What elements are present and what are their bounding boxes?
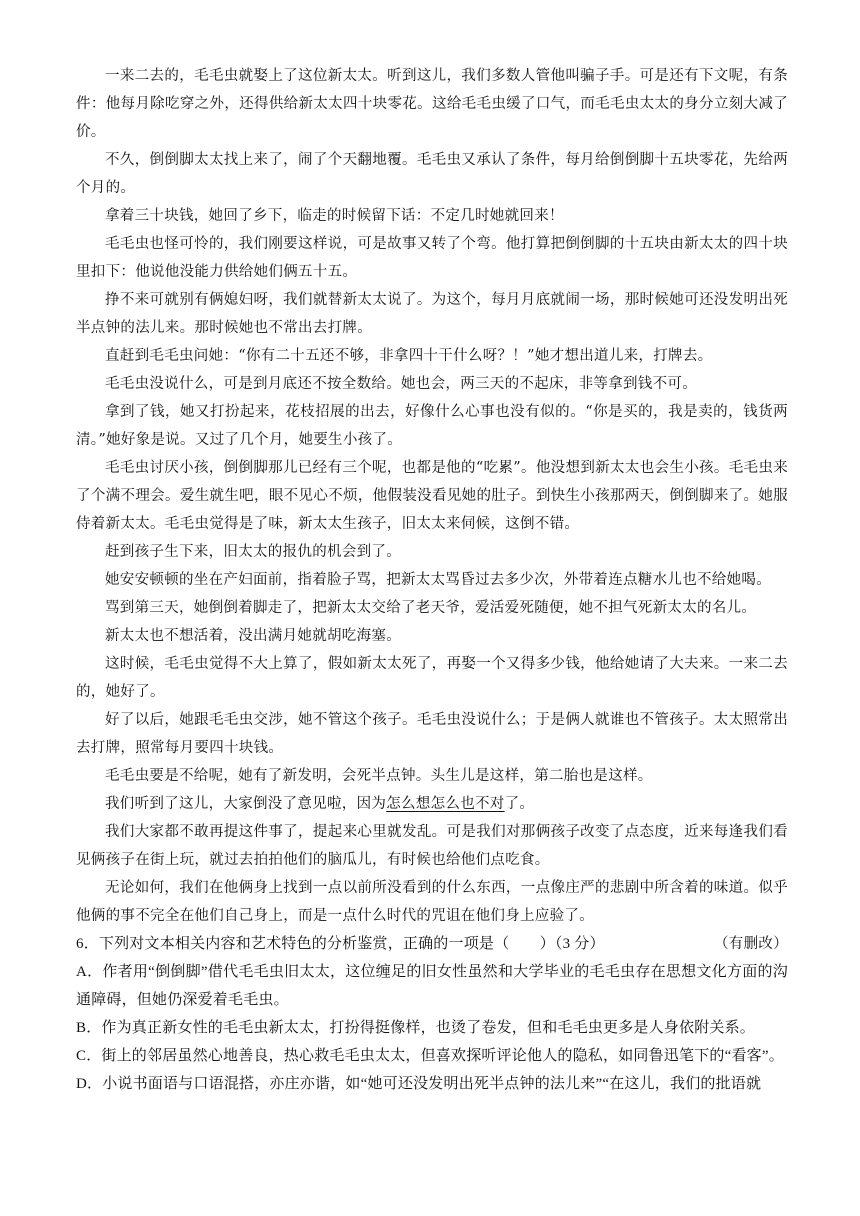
story-paragraph-16: 毛毛虫要是不给呢，她有了新发明，会死半点钟。头生儿是这样，第二胎也是这样。 (105, 768, 653, 784)
story-paragraph-7: 毛毛虫没说什么，可是到月底还不按全数给。她也会，两三天的不起床，非等拿到钱不可。 (105, 376, 697, 392)
story-paragraph-11: 她安安顿顿的坐在产妇面前，指着脸子骂，把新太太骂昏过去多少次，外带着连点糖水儿也不给她喝。 (105, 572, 771, 588)
story-paragraph-14: 这时候，毛毛虫觉得不大上算了，假如新太太死了，再娶一个又得多少钱，他给她请了大夫来。一来二去的，她好了。 (76, 656, 788, 700)
story-paragraph-6: 直赶到毛毛虫问她：“你有二十五还不够，非拿四十干什么呀？！”她才想出道儿来，打牌去。 (105, 348, 713, 364)
story-paragraph-18: 我们大家都不敢再提这件事了，提起来心里就发乱。可是我们对那俩孩子改变了点态度，近来每逢我们看见俩孩子在街上玩，就过去拍拍他们的脑瓜儿，有时候也给他们点吃食。 (76, 824, 788, 868)
story-paragraph-15: 好了以后，她跟毛毛虫交涉，她不管这个孩子。毛毛虫没说什么；于是俩人就谁也不管孩子。太太照常出去打牌，照常每月要四十块钱。 (76, 712, 788, 756)
story-paragraph-5: 挣不来可就别有俩媳妇呀，我们就替新太太说了。为这个，每月月底就闹一场，那时候她可还没发明出死半点钟的法儿来。那时候她也不常出去打牌。 (76, 292, 788, 336)
option-a: A．作者用“倒倒脚”借代毛毛虫旧太太，这位缠足的旧女性虽然和大学毕业的毛毛虫存在思想文化方面的沟通障碍，但她仍深爱着毛毛虫。 (76, 964, 788, 1008)
story-paragraph-10: 赶到孩子生下来，旧太太的报仇的机会到了。 (105, 544, 401, 560)
story-paragraph-4: 毛毛虫也怪可怜的，我们刚要这样说，可是故事又转了个弯。他打算把倒倒脚的十五块由新太太的四十块里扣下：他说他没能力供给她们俩五十五。 (76, 236, 788, 280)
option-c: C．街上的邻居虽然心地善良，热心救毛毛虫太太，但喜欢探听评论他人的隐私，如同鲁迅笔下的“看客”。 (76, 1048, 784, 1064)
story-paragraph-2: 不久，倒倒脚太太找上来了，闹了个天翻地覆。毛毛虫又承认了条件，每月给倒倒脚十五块零花，先给两个月的。 (76, 152, 788, 196)
story-paragraph-9: 毛毛虫讨厌小孩，倒倒脚那儿已经有三个呢，也都是他的“吃累”。他没想到新太太也会生小孩。毛毛虫来了个满不理会。爱生就生吧，眼不见心不烦，他假装没看见她的肚子。到快生小孩那两天，倒倒脚来了。她服侍着新太太。毛毛虫觉得是了味，新太太生孩子，旧太太来伺候，这倒不错。 (76, 460, 788, 532)
underlined-paragraph-before: 我们听到了这儿，大家倒没了意见啦，因为 (105, 796, 387, 812)
story-paragraph-13: 新太太也不想活着，没出满月她就胡吃海塞。 (105, 628, 401, 644)
story-paragraph-1: 一来二去的，毛毛虫就娶上了这位新太太。听到这儿，我们多数人管他叫骗子手。可是还有下文呢，有条件：他每月除吃穿之外，还得供给新太太四十块零花。这给毛毛虫缓了口气，而毛毛虫太太的身分立刻大减了价。 (76, 68, 788, 140)
story-paragraph-8: 拿到了钱，她又打扮起来，花枝招展的出去，好像什么心事也没有似的。“你是买的，我是卖的，钱货两清。”她好象是说。又过了几个月，她要生小孩了。 (76, 404, 788, 448)
underlined-paragraph-after: 了。 (504, 796, 535, 812)
option-b: B．作为真正新女性的毛毛虫新太太，打扮得挺像样，也烫了卷发，但和毛毛虫更多是人身依附关系。 (76, 1020, 756, 1036)
story-paragraph-19: 无论如何，我们在他俩身上找到一点以前所没看到的什么东西，一点像庄严的悲剧中所含着的味道。似乎他俩的事不完全在他们自己身上，而是一点什么时代的咒诅在他们身上应验了。 (76, 880, 788, 924)
story-text (76, 62, 788, 958)
underlined-phrase: 怎么想怎么也不对 (386, 796, 505, 812)
story-paragraph-12: 骂到第三天，她倒倒着脚走了，把新太太交给了老天爷，爱活爱死随便，她不担气死新太太的名儿。 (105, 600, 757, 616)
story-paragraph-17 (76, 790, 788, 818)
story-paragraph-3: 拿着三十块钱，她回了乡下，临走的时候留下话：不定几时她就回来！ (105, 208, 564, 224)
option-d: D．小说书面语与口语混搭，亦庄亦谐，如“她可还没发明出死半点钟的法儿来”“在这儿，我们的批语就 (76, 1076, 762, 1092)
question-stem: 6．下列对文本相关内容和艺术特色的分析鉴赏，正确的一项是（ ）（3 分） (76, 936, 605, 952)
source-note: （有删改） (714, 936, 788, 952)
question-6 (76, 930, 788, 1098)
